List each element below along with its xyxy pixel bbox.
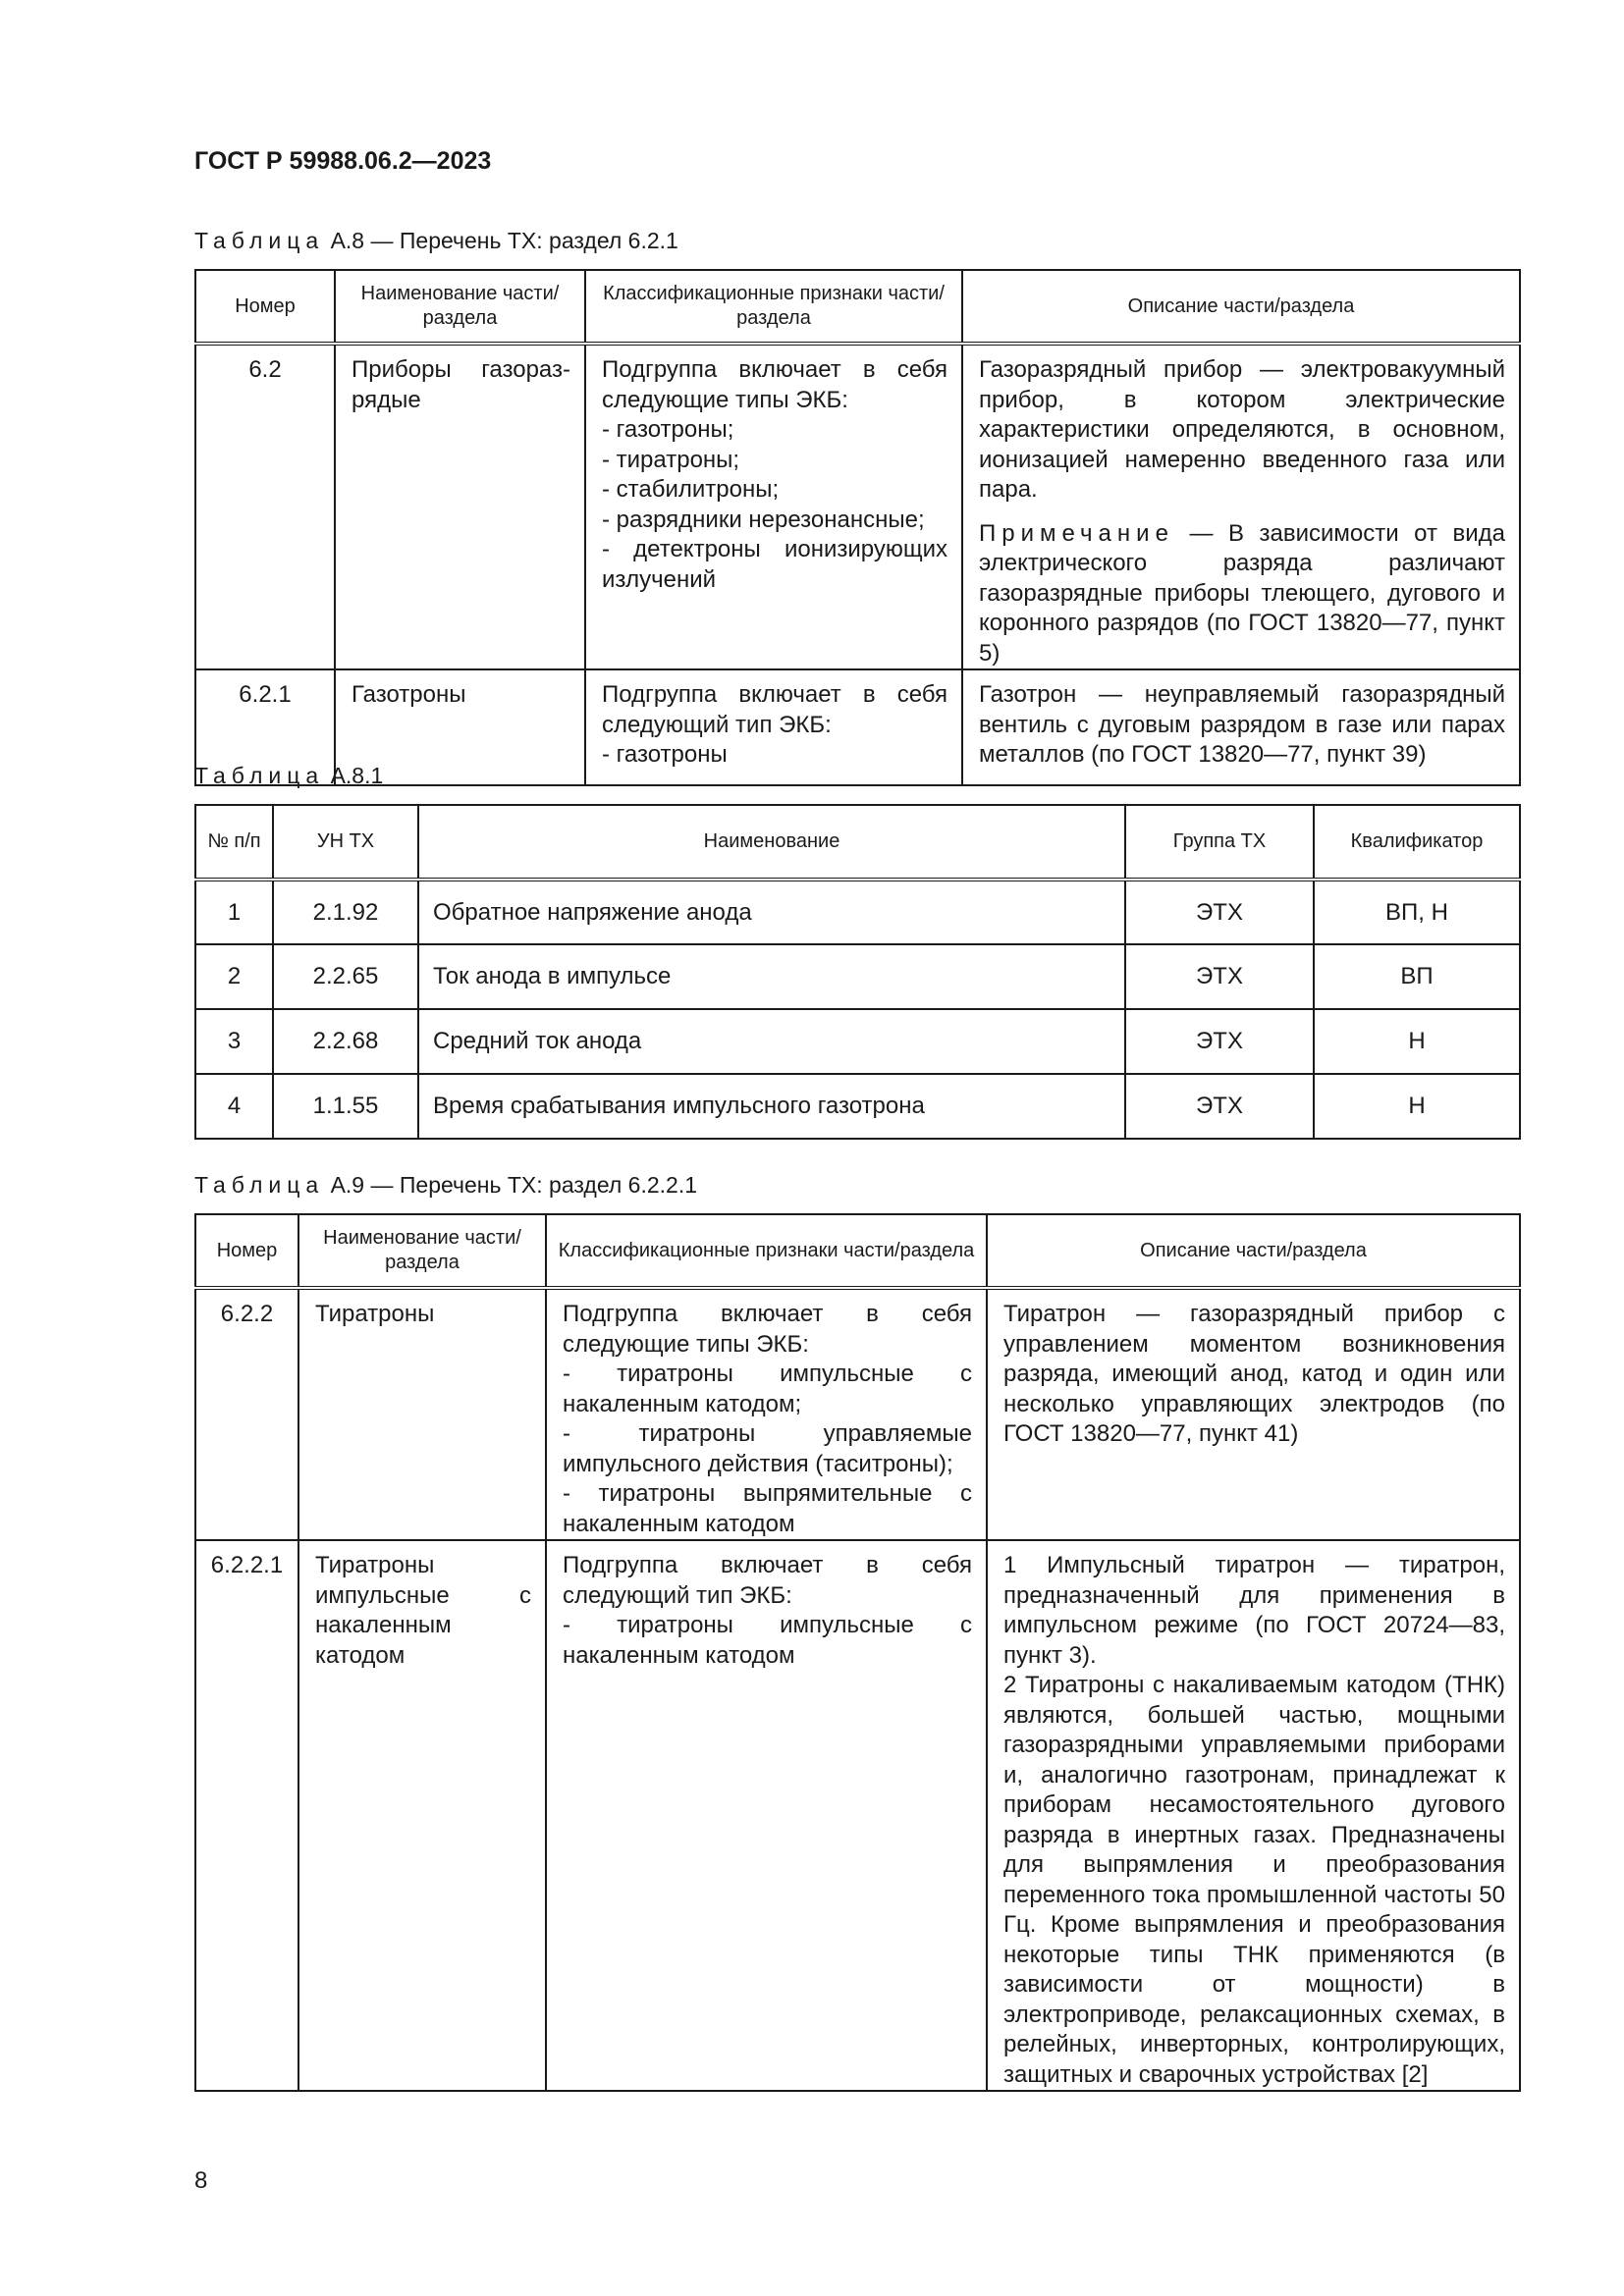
cell-code: 2.2.68 (273, 1009, 418, 1074)
cell-group: ЭТХ (1125, 1074, 1314, 1139)
row-features: Подгруппа включает в себя следующий тип ЭКБ: - тиратроны импульсные с накаленным катодом (546, 1540, 987, 2091)
cell-name: Средний ток анода (418, 1009, 1125, 1074)
cell-group: ЭТХ (1125, 944, 1314, 1009)
row-description: Тиратрон — газоразрядный прибор с управлением моментом возникновения разряда, имеющий анод, катод и один или несколько управляющих электродов (по ГОСТ 13820—77, пункт 41) (987, 1288, 1520, 1540)
table-a81-caption (194, 763, 383, 789)
table-a81-header-row (195, 805, 1520, 880)
table-a81-caption-text: А.8.1 (330, 763, 384, 788)
table-a81 (194, 804, 1521, 1140)
row-name: Газотроны (335, 669, 585, 785)
row-number: 6.2.2.1 (195, 1540, 298, 2091)
row-name: Приборы газораз-рядые (335, 344, 585, 669)
table-row (195, 880, 1520, 944)
row-name: Тиратроны (298, 1288, 546, 1540)
cell-qualifier: Н (1314, 1009, 1520, 1074)
cell-index: 2 (195, 944, 273, 1009)
row-note (979, 519, 1505, 669)
cell-name: Время срабатывания импульсного газотрона (418, 1074, 1125, 1139)
table-a9-caption (194, 1172, 697, 1199)
row-description: 1 Импульсный тиратрон — тиратрон, предназначенный для применения в импульсном режиме (по ГОСТ 20724—83, пункт 3). 2 Тиратроны с накаливаемым катодом (ТНК) являются, большей частью, мощными газоразрядными управляемыми приборами и, аналогично газотронам, принадлежат к приборам несамостоятельного дугового разряда в инертных газах. Предназначены для выпрямления и преобразования переменного тока промышленной частоты 50 Гц. Кроме выпрямления и преобразования некоторые типы ТНК применяются (в зависимости от мощности) в электроприводе, релаксационных схемах, в релейных, инверторных, контролирующих, защитных и сварочных устройствах [2] (987, 1540, 1520, 2091)
cell-code: 2.2.65 (273, 944, 418, 1009)
table-row (195, 669, 1520, 785)
cell-name: Ток анода в импульсе (418, 944, 1125, 1009)
page-number: 8 (194, 2167, 208, 2194)
table-row (195, 344, 1520, 669)
row-number: 6.2.2 (195, 1288, 298, 1540)
table-row (195, 944, 1520, 1009)
table-a81-col-qualifier: Квалификатор (1314, 805, 1520, 880)
table-a8-col-number: Номер (195, 270, 335, 344)
table-a8-caption-prefix: Таблица (194, 228, 325, 253)
table-row (195, 1540, 1520, 2091)
row-number: 6.2 (195, 344, 335, 669)
table-a9-col-name: Наименование части/раздела (298, 1214, 546, 1288)
cell-code: 1.1.55 (273, 1074, 418, 1139)
table-a9-col-description: Описание части/раздела (987, 1214, 1520, 1288)
table-a9-col-features: Классификационные признаки части/раздела (546, 1214, 987, 1288)
table-a81-col-name: Наименование (418, 805, 1125, 880)
table-a9-col-number: Номер (195, 1214, 298, 1288)
cell-index: 3 (195, 1009, 273, 1074)
table-a81-col-index: № п/п (195, 805, 273, 880)
row-features: Подгруппа включает в себя следующие типы ЭКБ: - тиратроны импульсные с накаленным катодом; - тиратроны управляемые импульсного действия (таситроны); - тиратроны выпрямительные с накаленным катодом (546, 1288, 987, 1540)
cell-qualifier: ВП, Н (1314, 880, 1520, 944)
table-a8-col-name: Наименование части/раздела (335, 270, 585, 344)
row-description: Газотрон — неуправляемый газоразрядный вентиль с дуговым разрядом в газе или парах металлов (по ГОСТ 13820—77, пункт 39) (962, 669, 1520, 785)
cell-qualifier: Н (1314, 1074, 1520, 1139)
table-row (195, 1288, 1520, 1540)
table-a81-col-code: УН ТХ (273, 805, 418, 880)
table-a81-col-group: Группа ТХ (1125, 805, 1314, 880)
cell-qualifier: ВП (1314, 944, 1520, 1009)
table-a8-header-row (195, 270, 1520, 344)
table-a81-caption-prefix: Таблица (194, 763, 325, 788)
row-name: Тиратроны импульсные с накаленным катодом (298, 1540, 546, 2091)
table-a9-caption-text: А.9 — Перечень ТХ: раздел 6.2.2.1 (330, 1172, 698, 1198)
row-features: Подгруппа включает в себя следующие типы ЭКБ: - газотроны; - тиратроны; - стабилитроны; - разрядники нерезонансные; - детектроны ионизирующих излучений (585, 344, 962, 669)
row-description: Газоразрядный прибор — электровакуумный прибор, в котором электрические характеристики определяются, в основном, ионизацией намеренно введенного газа или пара. Примечание — В зависимости от вида электрического разряда различают газоразрядные приборы тлеющего, дугового и коронного разрядов (по ГОСТ 13820—77, пункт 5) (962, 344, 1520, 669)
table-a8-caption-text: А.8 — Перечень ТХ: раздел 6.2.1 (330, 228, 678, 253)
table-a8 (194, 269, 1521, 786)
table-a8-col-description: Описание части/раздела (962, 270, 1520, 344)
table-a9-header-row (195, 1214, 1520, 1288)
note-label: Примечание (979, 519, 1174, 547)
table-row (195, 1009, 1520, 1074)
table-a8-caption (194, 228, 678, 254)
row-number: 6.2.1 (195, 669, 335, 785)
cell-group: ЭТХ (1125, 1009, 1314, 1074)
cell-group: ЭТХ (1125, 880, 1314, 944)
document-code: ГОСТ Р 59988.06.2—2023 (194, 147, 492, 175)
table-row (195, 1074, 1520, 1139)
cell-code: 2.1.92 (273, 880, 418, 944)
cell-name: Обратное напряжение анода (418, 880, 1125, 944)
cell-index: 4 (195, 1074, 273, 1139)
table-a9-caption-prefix: Таблица (194, 1172, 325, 1198)
note-text: — В зависимости от вида электрического разряда различают газоразрядные приборы тлеющего, дугового и коронного разрядов (по ГОСТ 13820—77, пункт 5) (979, 519, 1505, 667)
table-a8-col-features: Классификационные признаки части/раздела (585, 270, 962, 344)
row-features: Подгруппа включает в себя следующий тип ЭКБ: - газотроны (585, 669, 962, 785)
table-a9 (194, 1213, 1521, 2092)
cell-index: 1 (195, 880, 273, 944)
